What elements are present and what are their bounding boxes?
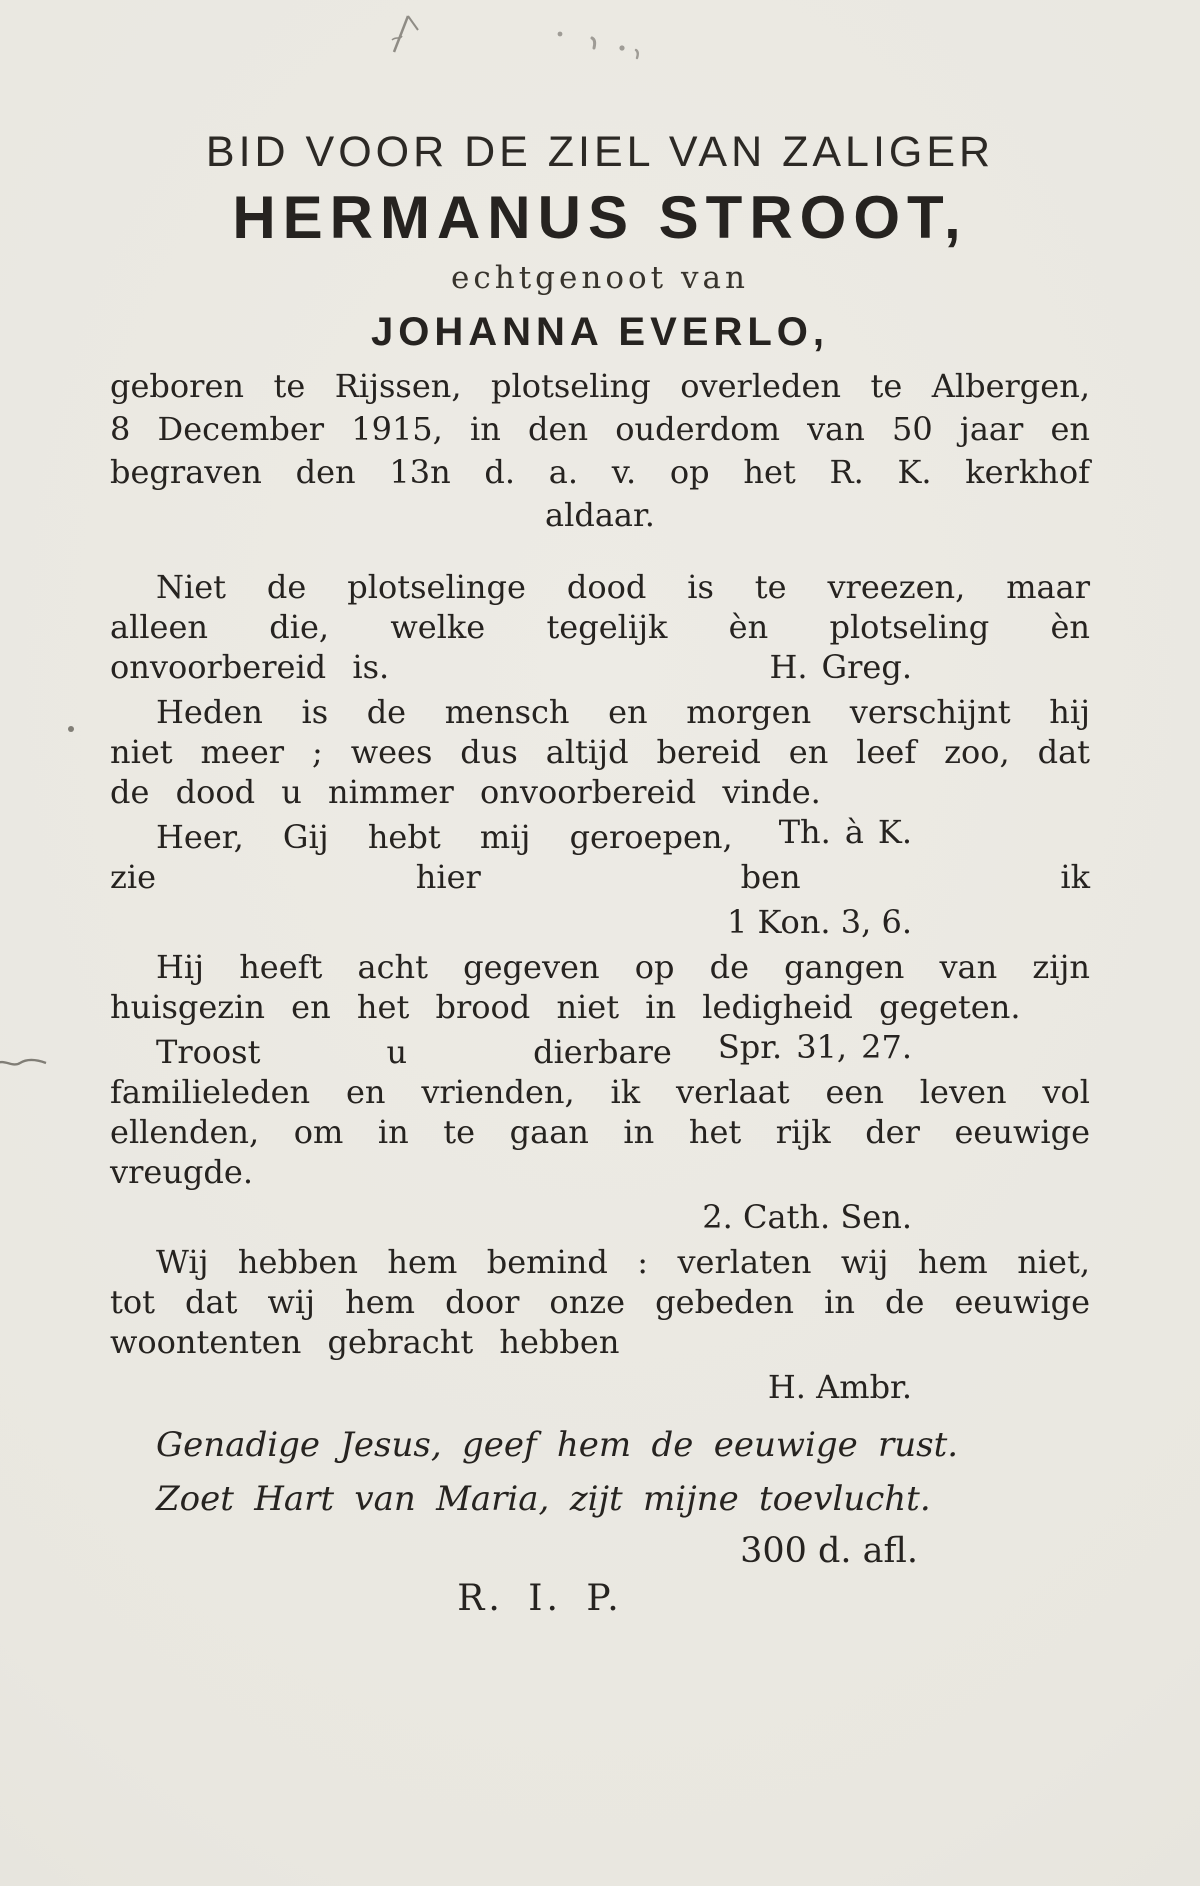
- margin-dash-icon: [0, 1054, 48, 1072]
- memorial-card: [110, 0, 1090, 1619]
- quote-6: [110, 1242, 1090, 1362]
- relation-line: echtgenoot van: [451, 260, 749, 296]
- quotes-section: [110, 567, 1090, 1619]
- quote-5-source: 2. Cath. Sen.: [702, 1198, 912, 1236]
- card-header: [110, 128, 1090, 537]
- quote-2-text: Heden is de mensch en morgen verschijnt hij niet meer ; wees dus altijd bereid en leef zoo, dat de dood u nimmer onvoorbereid vinde.: [110, 693, 1090, 811]
- quote-6-text: Wij hebben hem bemind : verlaten wij hem niet, tot dat wij hem door onze gebeden in de eeuwige woontenten gebracht hebben: [110, 1243, 1090, 1361]
- prayer-line-2: Zoet Hart van Maria, zijt mijne toevlucht.: [156, 1479, 931, 1519]
- deceased-name: HERMANUS STROOT,: [232, 184, 968, 251]
- prayer-line-1: Genadige Jesus, geef hem de eeuwige rust.: [156, 1425, 959, 1465]
- quote-4: [110, 947, 1090, 1066]
- quote-2-source: Th. à K.: [778, 813, 912, 851]
- biography-text: geboren te Rijssen, plotseling overleden te Albergen, 8 December 1915, in den ouderdom van 50 jaar en begraven den 13n d. a. v. op het R. K. kerkhof aldaar.: [110, 367, 1090, 534]
- rip-line: R. I. P.: [457, 1578, 623, 1619]
- quote-5-text: Troost u dierbare familieleden en vrienden, ik verlaat een leven vol ellenden, om in te gaan in het rijk der eeuwige vreugde.: [110, 1033, 1090, 1191]
- quote-3-source: 1 Kon. 3, 6.: [726, 903, 912, 941]
- stray-dot-icon: [68, 726, 74, 732]
- quote-1-source: H. Greg.: [769, 648, 912, 686]
- quote-2: [110, 692, 1090, 851]
- quote-1-text: Niet de plotselinge dood is te vreezen, maar alleen die, welke tegelijk èn plotseling èn onvoorbereid is.: [110, 568, 1090, 686]
- spouse-name: JOHANNA EVERLO,: [370, 310, 829, 354]
- quote-3: [110, 817, 1090, 897]
- card-title: BID VOOR DE ZIEL VAN ZALIGER: [205, 128, 995, 176]
- prayers-section: [110, 1421, 1090, 1524]
- indulgence-note: 300 d. afl.: [740, 1531, 918, 1571]
- quote-4-text: Hij heeft acht gegeven op de gangen van zijn huisgezin en het brood niet in ledigheid gegeten.: [110, 948, 1090, 1026]
- quote-3-text: Heer, Gij hebt mij geroepen, zie hier ben ik: [110, 818, 1090, 896]
- quote-6-source: H. Ambr.: [767, 1368, 912, 1406]
- quote-4-source: Spr. 31, 27.: [717, 1028, 912, 1066]
- quote-5: [110, 1032, 1090, 1192]
- quote-1: [110, 567, 1090, 687]
